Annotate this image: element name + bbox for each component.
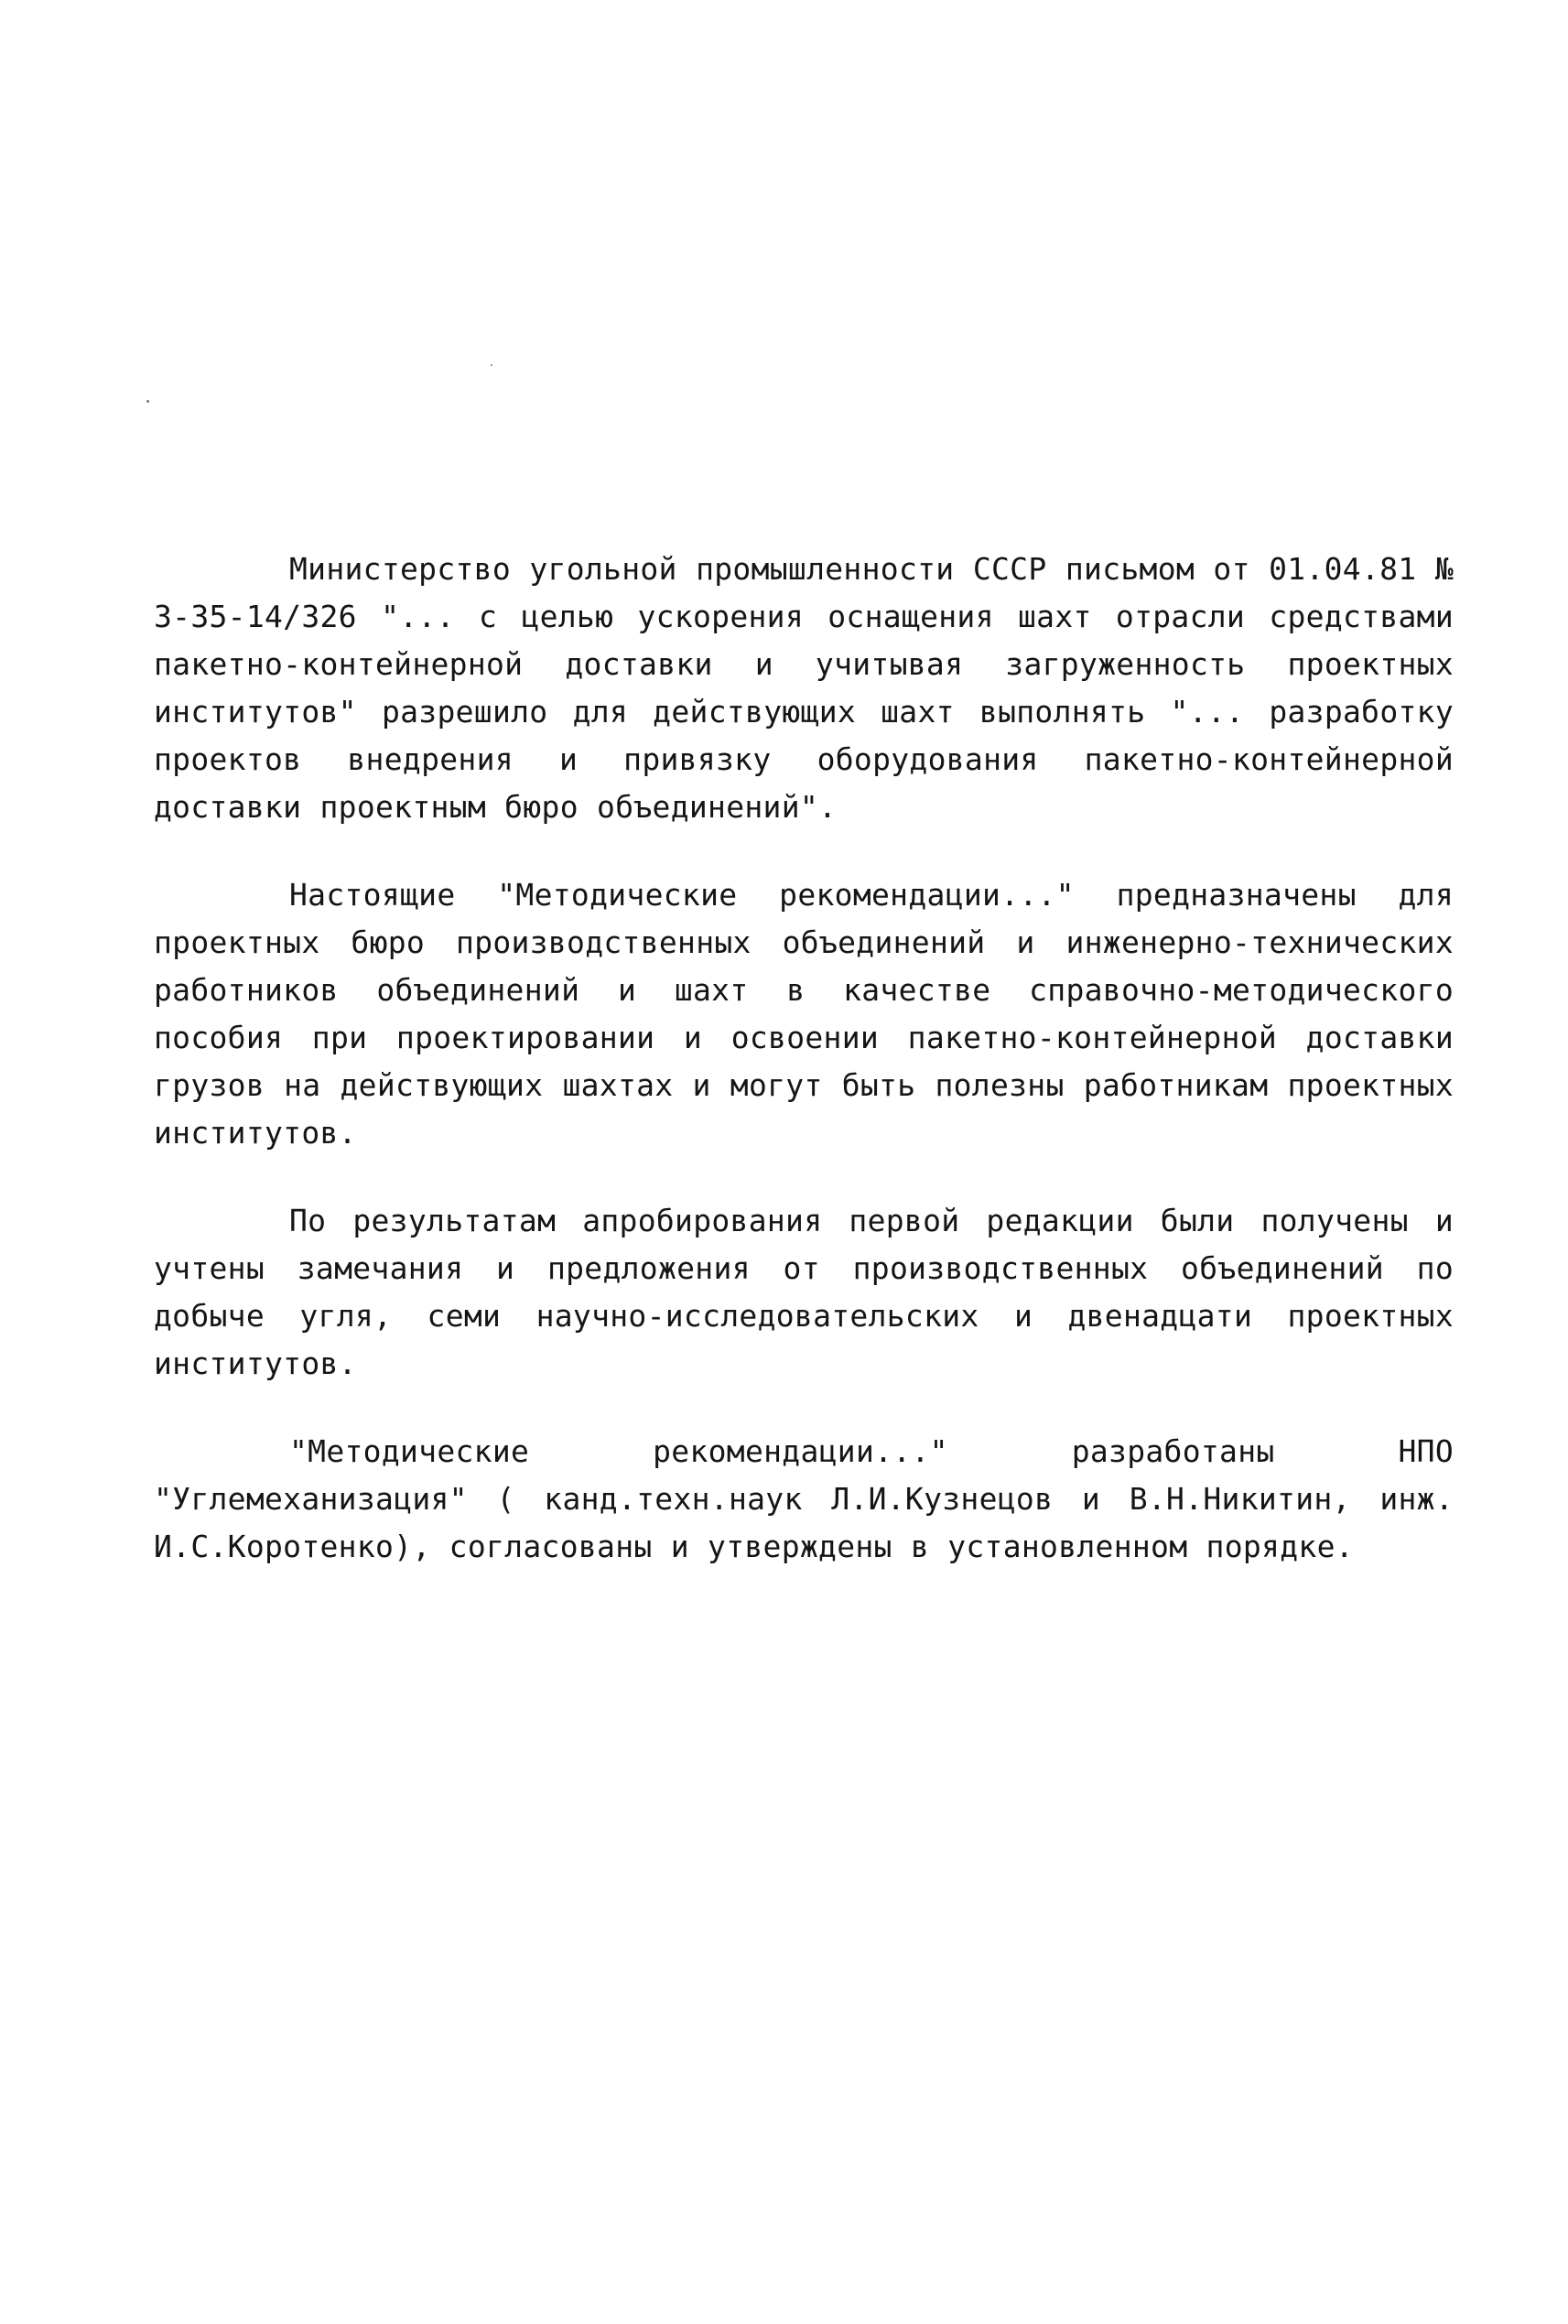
document-body xyxy=(154,546,1454,1571)
paragraph-approbation: По результатам апробирования первой редакции были получены и учтены замечания и предложения от производственных объединений по добыче угля, семи научно-исследовательских и двенадцати проектных институтов. xyxy=(154,1203,1454,1381)
paragraph-ministry-letter: Министерство угольной промышленности СССР письмом от 01.04.81 № 3-35-14/326 "... с целью ускорения оснащения шахт отрасли средствами пакетно-контейнерной доставки и учитывая загруженность проектных институтов" разрешило для действующих шахт выполнять "... разработку проектов внедрения и привязку оборудования пакетно-контейнерной доставки проектным бюро объединений". xyxy=(154,551,1454,825)
scan-speck xyxy=(146,400,149,403)
paragraph-authors: "Методические рекомендации..." разработаны НПО "Углемеханизация" ( канд.техн.наук Л.И.Кузнецов и В.Н.Никитин, инж. И.С.Коротенко), согласованы и утверждены в установленном порядке. xyxy=(154,1433,1454,1564)
scan-speck xyxy=(491,364,492,366)
paragraph-purpose: Настоящие "Методические рекомендации..." предназначены для проектных бюро производственных объединений и инженерно-технических работников объединений и шахт в качестве справочно-методического пособия при проектировании и освоении пакетно-контейнерной доставки грузов на действующих шахтах и могут быть полезны работникам проектных институтов. xyxy=(154,877,1454,1151)
